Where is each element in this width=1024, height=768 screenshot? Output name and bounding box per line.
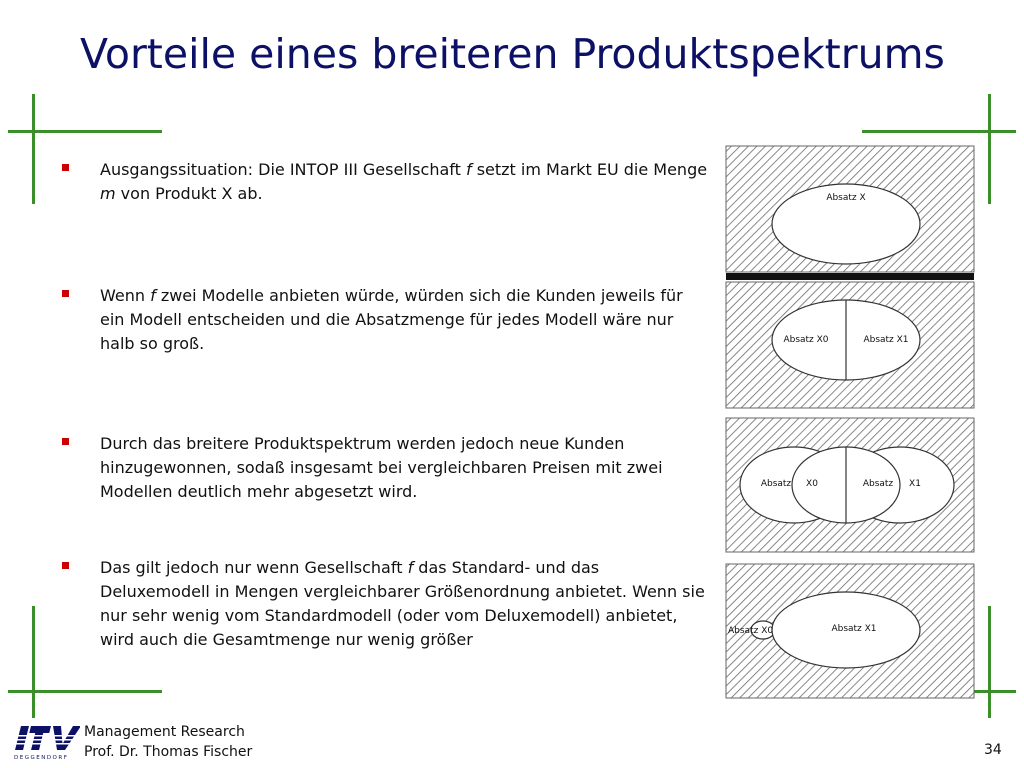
bullet-text: Das gilt jedoch nur wenn Gesellschaft f das Standard- und das Deluxemodell in Mengen vergleichbarer Größenordnung anbietet. Wenn sie nur sehr wenig vom Standardmodell (oder vom Deluxemodell) anbietet, wird auch die Gesamtmenge nur wenig größer [100,558,705,649]
corner-cross-top-right-h [862,130,1016,133]
corner-cross-bottom-left-h [8,690,162,693]
slide-title: Vorteile eines breiteren Produktspektrums [80,30,945,78]
bullet-text: Durch das breitere Produktspektrum werden jedoch neue Kunden hinzugewonnen, sodaß insgesamt bei vergleichbaren Preisen mit zwei Modellen deutlich mehr abgesetzt wird. [100,434,663,501]
bullet-marker [62,562,69,569]
footer-line-1: Management Research [84,724,245,740]
label-absatz-x: Absatz X [826,193,866,203]
label-absatz-x0: Absatz X0 [783,335,829,345]
corner-cross-top-right-v [988,94,991,204]
itv-logo [10,722,80,762]
page-number: 34 [984,742,1002,758]
logo-subtext: DEGGENDORF [14,755,69,761]
bullet-text: Wenn f zwei Modelle anbieten würde, würden sich die Kunden jeweils für ein Modell entscheiden und die Absatzmenge für jedes Modell wäre nur halb so groß. [100,286,683,353]
divider-bar [726,273,974,280]
bullet-marker [62,438,69,445]
label-absatz-x1-big: Absatz X1 [831,624,877,634]
diagram-unequal-models [726,564,974,698]
label-x1: X1 [909,479,921,489]
market-diagrams [720,140,982,706]
diagram-single-product [726,146,974,272]
bullet-marker [62,290,69,297]
diagram-two-models-overlap [726,418,974,552]
footer-credits [84,722,252,762]
label-absatz-left: Absatz [760,479,792,489]
label-absatz-x1: Absatz X1 [863,335,909,345]
corner-cross-bottom-right-v [988,606,991,718]
label-absatz-x0-small: Absatz X0 [728,626,774,636]
label-absatz-right: Absatz [862,479,894,489]
label-x0: X0 [806,479,818,489]
footer-line-2: Prof. Dr. Thomas Fischer [84,744,253,760]
corner-cross-bottom-left-v [32,606,35,718]
bullet-text: Ausgangssituation: Die INTOP III Gesellschaft f setzt im Markt EU die Menge m von Produkt X ab. [100,160,708,203]
bullet-marker [62,164,69,171]
corner-cross-top-left-h [8,130,162,133]
diagram-two-models-split [726,282,974,408]
corner-cross-top-left-v [32,94,35,204]
